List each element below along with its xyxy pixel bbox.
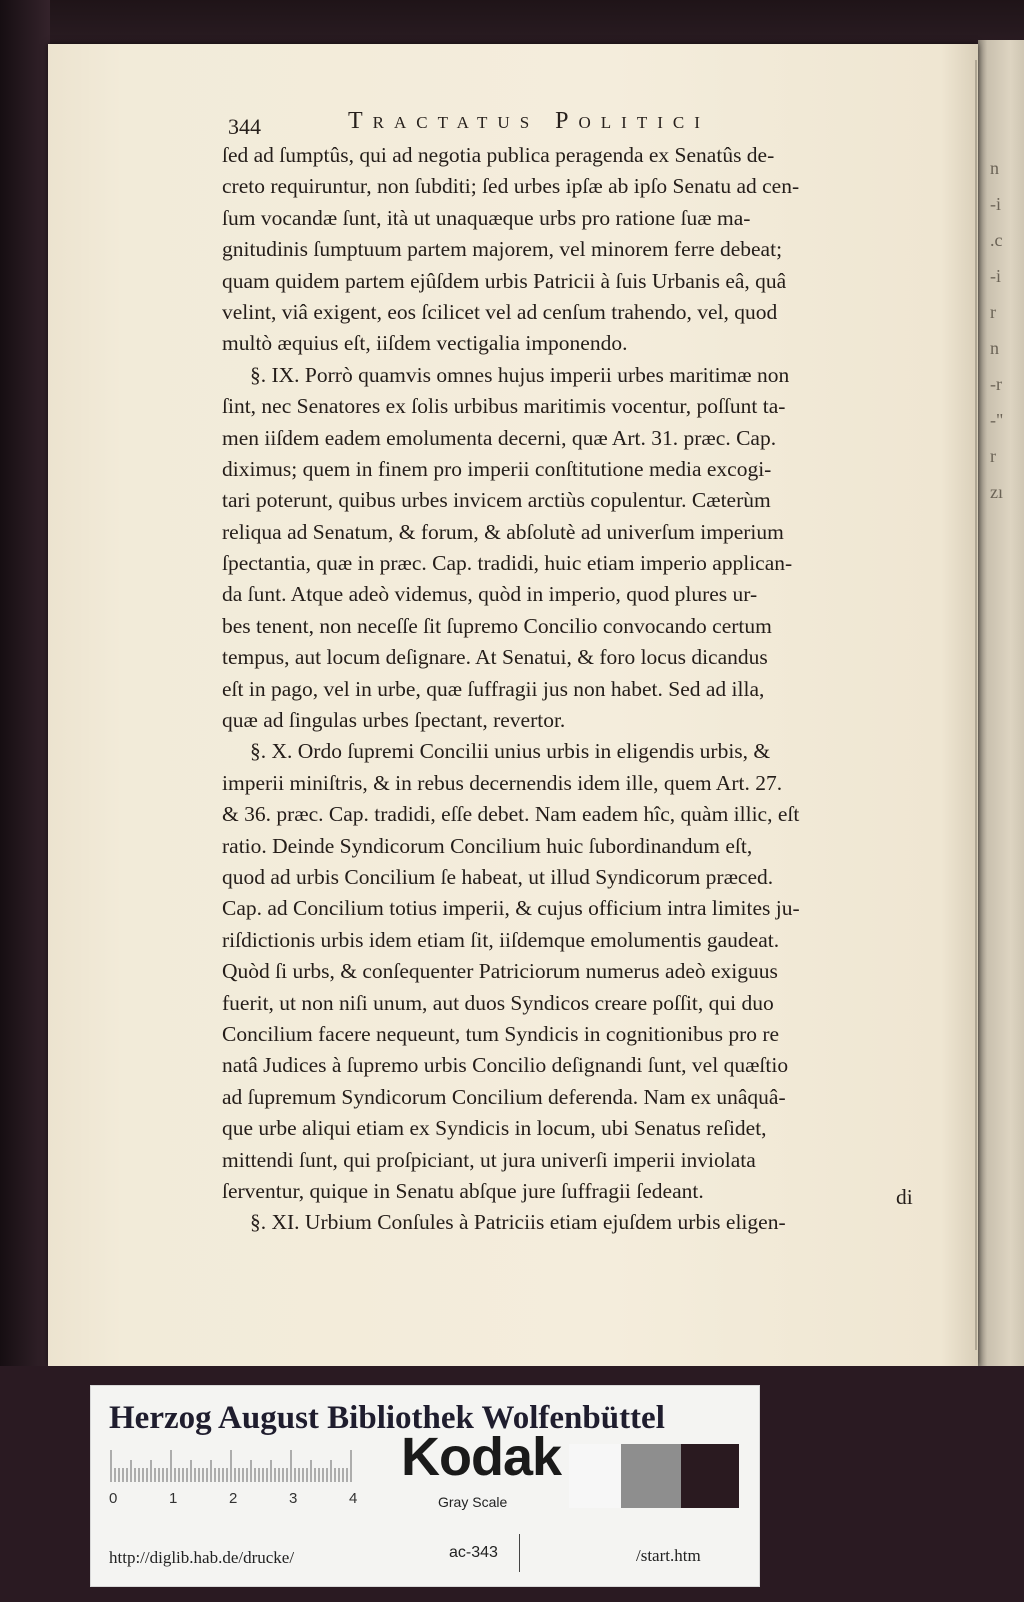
text-line: quod ad urbis Concilium ſe habeat, ut illud Syndicorum præced. [222, 864, 774, 889]
gray-scale-label: Gray Scale [438, 1494, 508, 1510]
text-line: ratio. Deinde Syndicorum Concilium huic ſubordinandum eſt, [222, 833, 753, 858]
catchword: di [896, 1185, 913, 1209]
text-line: gnitudinis ſumptuum partem majorem, vel minorem ferre debeat; [222, 237, 783, 262]
text-line: mittendi ſunt, qui proſpiciant, ut jura univerſi imperii inviolata [222, 1147, 756, 1172]
text-line: multò æquius eſt, iiſdem vectigalia imponendo. [222, 331, 628, 356]
text-line: ſed ad ſumptûs, qui ad negotia publica peragenda ex Senatûs de- [222, 143, 775, 167]
text-line: bes tenent, non neceſſe ſit ſupremo Concilio convocando certum [222, 613, 772, 638]
library-name: Herzog August Bibliothek Wolfenbüttel [109, 1400, 665, 1436]
page-header [228, 108, 928, 140]
text-line: ſpectantia, quæ in præc. Cap. tradidi, huic etiam imperio applican- [222, 551, 793, 576]
text-line: Quòd ſi urbs, & conſequenter Patriciorum numerus adeò exiguus [222, 959, 778, 984]
ruler-number: 0 [109, 1490, 118, 1507]
card-url: http://diglib.hab.de/drucke/ [109, 1548, 295, 1567]
page-number: 344 [228, 114, 261, 139]
ruler-number: 3 [289, 1490, 298, 1507]
text-line: men iiſdem eadem emolumenta decerni, quæ Art. 31. præc. Cap. [222, 425, 777, 450]
kodak-logo: Kodak [401, 1427, 562, 1487]
text-line: creto requiruntur, non ſubditi; ſed urbes ipſæ ab ipſo Senatu ad cen- [222, 174, 800, 199]
text-line: & 36. præc. Cap. tradidi, eſſe debet. Nam eadem hîc, quàm illic, eſt [222, 802, 800, 827]
facing-page-text: n -i .c -i r n -r -" r zı [990, 158, 1004, 502]
text-line: ſum vocandæ ſunt, ità ut unaquæque urbs pro ratione ſuæ ma- [222, 205, 751, 230]
shelfmark: ac-343 [449, 1544, 498, 1561]
swatch-gray [621, 1444, 681, 1508]
text-line: Cap. ad Concilium totius imperii, & cujus officium intra limites ju- [222, 896, 800, 921]
book-left-edge [0, 0, 50, 1602]
text-line: imperii miniſtris, & in rebus decernendis idem ille, quem Art. 27. [222, 770, 783, 795]
text-line: quæ ad ſingulas urbes ſpectant, revertor. [222, 708, 566, 733]
text-line: eſt in pago, vel in urbe, quæ ſuffragii jus non habet. Sed ad illa, [222, 676, 765, 701]
text-line: velint, viâ exigent, eos ſcilicet vel ad cenſum trahendo, vel, quod [222, 299, 778, 324]
ruler-numbers [109, 1490, 361, 1510]
text-line: ſerventur, quique in Senatu abſque jure ſuffragii ſedeant. [222, 1178, 704, 1203]
text-line: Concilium facere nequeunt, tum Syndicis in cognitionibus pro re [222, 1021, 780, 1046]
text-line: tempus, aut locum deſignare. At Senatui, & foro locus dicandus [222, 645, 768, 670]
text-line: tari poterunt, quibus urbes invicem arctiùs copulentur. Cæterùm [222, 488, 771, 513]
swatch-white [569, 1444, 621, 1508]
color-calibration-card [90, 1385, 760, 1587]
text-line: fuerit, ut non niſi unum, aut duos Syndicos creare poſſit, qui duo [222, 990, 774, 1015]
text-line: §. IX. Porrò quamvis omnes hujus imperii urbes maritimæ non [250, 362, 790, 387]
text-line: ſint, nec Senatores ex ſolis urbibus maritimis vocentur, poſſunt ta- [222, 394, 786, 419]
text-line: quam quidem partem ejûſdem urbis Patricii à ſuis Urbanis eâ, quâ [222, 268, 787, 293]
ruler-scale [109, 1448, 361, 1482]
ruler-number: 4 [349, 1490, 358, 1507]
text-line: que urbe aliqui etiam ex Syndicis in locum, ubi Senatus reſidet, [222, 1116, 767, 1141]
running-title: Tractatus Politici [348, 108, 710, 134]
text-line: reliqua ad Senatum, & forum, & abſolutè ad univerſum imperium [222, 519, 784, 544]
text-line: natâ Judices à ſupremo urbis Concilio deſignandi ſunt, vel quæſtio [222, 1053, 789, 1078]
text-line: §. XI. Urbium Conſules à Patriciis etiam ejuſdem urbis eligen- [250, 1210, 786, 1235]
text-line: da ſunt. Atque adeò videmus, quòd in imperio, quod plures ur- [222, 582, 758, 607]
text-line: ad ſupremum Syndicorum Concilium deferenda. Nam ex unâquâ- [222, 1084, 786, 1109]
text-line: §. X. Ordo ſupremi Concilii unius urbis in eligendis urbis, & [250, 739, 771, 764]
card-start-link: /start.htm [636, 1546, 701, 1565]
swatch-black [681, 1444, 739, 1508]
page-gutter [975, 60, 977, 1350]
ruler-number: 1 [169, 1490, 178, 1507]
body-text [222, 140, 946, 1239]
card-divider [519, 1534, 520, 1572]
ruler-number: 2 [229, 1490, 238, 1507]
text-line: riſdictionis urbis idem etiam ſit, iiſdemque emolumentis gaudeat. [222, 927, 780, 952]
text-line: diximus; quem in finem pro imperii conſtitutione media excogi- [222, 456, 772, 481]
